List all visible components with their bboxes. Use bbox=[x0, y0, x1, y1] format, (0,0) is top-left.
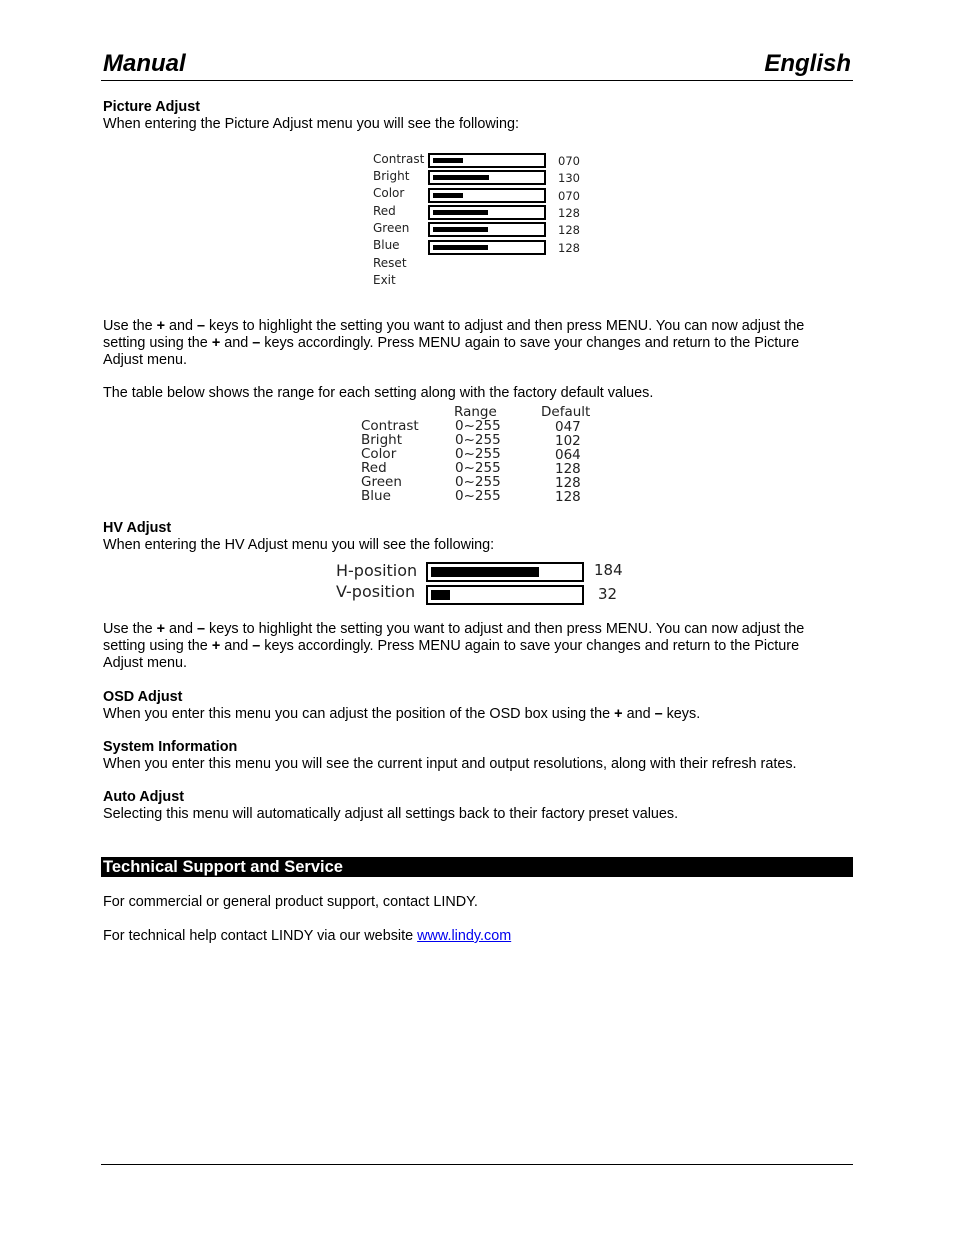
osd-value-green: 128 bbox=[558, 223, 580, 237]
table-row-default: 047 bbox=[555, 419, 581, 435]
plus-key: + bbox=[211, 334, 221, 351]
osd-label-reset: Reset bbox=[373, 256, 407, 270]
table-row-default: 128 bbox=[555, 461, 581, 477]
lindy-website-link[interactable]: www.lindy.com bbox=[417, 928, 512, 944]
instr-text: and bbox=[220, 637, 253, 654]
instr-text: and bbox=[165, 318, 198, 334]
table-row-range: 0~255 bbox=[455, 488, 501, 504]
plus-key: + bbox=[156, 621, 165, 637]
osd-adjust-heading: OSD Adjust bbox=[103, 689, 183, 705]
table-row-range: 0~255 bbox=[455, 474, 501, 490]
support-line-2 bbox=[103, 928, 833, 945]
minus-key: – bbox=[197, 621, 206, 637]
system-info-text: When you enter this menu you will see the current input and output resolutions, along with their refresh rates. bbox=[103, 755, 797, 772]
instr-text: keys accordingly. Press MENU again to save your changes and return to the Picture Adjust menu. bbox=[103, 637, 800, 671]
osd-label-red: Red bbox=[373, 204, 396, 218]
osd-label-color: Color bbox=[373, 186, 405, 200]
osd-bar-bright bbox=[428, 170, 546, 185]
table-row-range: 0~255 bbox=[455, 432, 501, 448]
table-intro: The table below shows the range for each setting along with the factory default values. bbox=[103, 385, 654, 401]
minus-key: – bbox=[197, 318, 206, 334]
system-info-section bbox=[103, 739, 833, 773]
hv-adjust-section bbox=[103, 520, 833, 554]
osd-label-contrast: Contrast bbox=[373, 152, 425, 166]
table-row-default: 064 bbox=[555, 447, 581, 463]
minus-key: – bbox=[252, 637, 261, 654]
osd-text: When you enter this menu you can adjust the position of the OSD box using the bbox=[103, 705, 615, 722]
osd-label-h-position: H-position bbox=[336, 561, 418, 580]
osd-bar-fill-color bbox=[433, 193, 463, 198]
picture-adjust-osd-menu bbox=[373, 150, 603, 295]
hv-adjust-osd-menu bbox=[336, 560, 636, 608]
osd-text: and bbox=[622, 705, 655, 722]
osd-value-bright: 130 bbox=[558, 171, 580, 185]
osd-value-v-position: 32 bbox=[598, 585, 618, 603]
table-header-range: Range bbox=[454, 404, 497, 420]
osd-bar-fill-bright bbox=[433, 175, 489, 180]
table-row-name: Red bbox=[361, 460, 387, 476]
osd-bar-v-position bbox=[426, 585, 584, 605]
support-section-heading: Technical Support and Service bbox=[101, 857, 853, 877]
osd-label-v-position: V-position bbox=[336, 582, 416, 601]
instr-text: and bbox=[165, 621, 198, 637]
table-row-range: 0~255 bbox=[455, 460, 501, 476]
header-right-title: English bbox=[764, 50, 851, 77]
table-row-name: Blue bbox=[361, 488, 391, 504]
osd-bar-fill-contrast bbox=[433, 158, 463, 163]
osd-value-blue: 128 bbox=[558, 241, 580, 255]
instr-text: keys accordingly. Press MENU again to save your changes and return to the Picture Adjust menu. bbox=[103, 334, 800, 368]
osd-value-h-position: 184 bbox=[594, 561, 623, 579]
auto-adjust-section bbox=[103, 789, 833, 823]
osd-bar-green bbox=[428, 222, 546, 237]
table-row-default: 128 bbox=[555, 475, 581, 491]
picture-adjust-intro: When entering the Picture Adjust menu you will see the following: bbox=[103, 115, 519, 132]
osd-value-red: 128 bbox=[558, 206, 580, 220]
system-info-heading: System Information bbox=[103, 739, 238, 755]
osd-bar-fill-h-position bbox=[431, 567, 539, 577]
minus-key: – bbox=[252, 334, 261, 351]
hv-adjust-intro: When entering the HV Adjust menu you will see the following: bbox=[103, 536, 495, 553]
osd-bar-color bbox=[428, 188, 546, 203]
osd-bar-fill-v-position bbox=[431, 590, 450, 600]
osd-label-exit: Exit bbox=[373, 273, 396, 287]
table-row-name: Bright bbox=[361, 432, 402, 448]
plus-key: + bbox=[156, 318, 165, 334]
table-row-default: 128 bbox=[555, 489, 581, 505]
auto-adjust-text: Selecting this menu will automatically adjust all settings back to their factory preset values. bbox=[103, 805, 679, 822]
support-line-1: For commercial or general product support, contact LINDY. bbox=[103, 894, 478, 910]
picture-adjust-section bbox=[103, 99, 833, 133]
osd-value-contrast: 070 bbox=[558, 154, 580, 168]
osd-bar-h-position bbox=[426, 562, 584, 582]
minus-key: – bbox=[654, 705, 663, 722]
osd-label-bright: Bright bbox=[373, 169, 410, 183]
instr-text: keys to highlight the setting you want to adjust and then press MENU. You can now adjust the setting using the bbox=[103, 621, 805, 654]
table-row-default: 102 bbox=[555, 433, 581, 449]
instr-text: and bbox=[220, 334, 253, 351]
hv-adjust-instructions bbox=[103, 621, 833, 671]
support-line-2-prefix: For technical help contact LINDY via our website bbox=[103, 928, 418, 944]
footer-divider bbox=[101, 1164, 853, 1165]
osd-bar-contrast bbox=[428, 153, 546, 168]
plus-key: + bbox=[614, 705, 623, 722]
range-default-table bbox=[361, 405, 611, 509]
osd-label-blue: Blue bbox=[373, 238, 400, 252]
plus-key: + bbox=[211, 637, 221, 654]
table-header-default: Default bbox=[541, 404, 591, 420]
instr-text: keys to highlight the setting you want to adjust and then press MENU. You can now adjust the setting using the bbox=[103, 318, 805, 351]
osd-value-color: 070 bbox=[558, 189, 580, 203]
osd-bar-blue bbox=[428, 240, 546, 255]
header-left-title: Manual bbox=[103, 50, 186, 77]
instr-text: Use the bbox=[103, 318, 157, 334]
auto-adjust-heading: Auto Adjust bbox=[103, 789, 184, 805]
picture-adjust-heading: Picture Adjust bbox=[103, 99, 201, 115]
instr-text: Use the bbox=[103, 621, 157, 637]
osd-adjust-section bbox=[103, 689, 833, 723]
osd-bar-fill-blue bbox=[433, 245, 488, 250]
osd-text: keys. bbox=[662, 705, 701, 722]
osd-label-green: Green bbox=[373, 221, 410, 235]
table-row-range: 0~255 bbox=[455, 418, 501, 434]
picture-adjust-instructions bbox=[103, 318, 833, 368]
osd-bar-fill-red bbox=[433, 210, 488, 215]
header-divider bbox=[101, 80, 853, 81]
osd-bar-red bbox=[428, 205, 546, 220]
hv-adjust-heading: HV Adjust bbox=[103, 520, 172, 536]
table-row-name: Green bbox=[361, 474, 402, 490]
table-row-name: Color bbox=[361, 446, 397, 462]
table-row-name: Contrast bbox=[361, 418, 419, 434]
osd-adjust-text bbox=[103, 706, 833, 723]
table-row-range: 0~255 bbox=[455, 446, 501, 462]
osd-bar-fill-green bbox=[433, 227, 488, 232]
